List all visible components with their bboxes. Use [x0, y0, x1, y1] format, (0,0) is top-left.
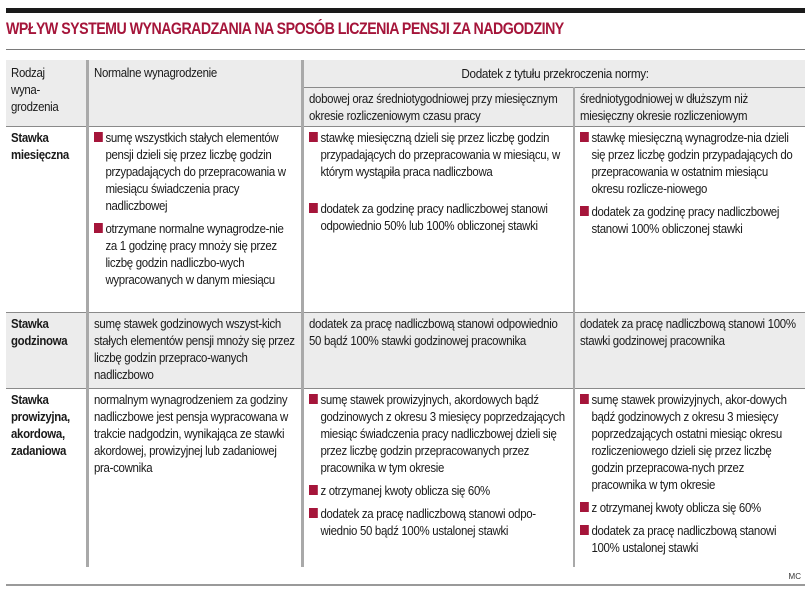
header-daily	[302, 88, 574, 127]
cell-text: normalnym wynagrodzeniem za godziny nadliczbowe jest pensja wypracowana w trakcie nadgodzin, wynikająca ze stawki akordowej, prowizyjnej lub zadaniowej pra-cownika	[93, 392, 288, 475]
row-label	[6, 313, 87, 389]
cell-normal	[87, 127, 302, 313]
list-item-text: sumę wszystkich stałych elementów pensji dzieli się przez liczbę godzin przypadających do przepracowania w miesiącu świadczenia pracy nadliczbowej	[104, 130, 286, 213]
bullet-square-icon	[580, 132, 589, 142]
header-overtime-group	[302, 60, 805, 88]
top-rule	[6, 8, 805, 13]
bullet-square-icon	[309, 132, 318, 142]
cell-daily	[302, 127, 574, 313]
row-label-text: Stawka godzinowa	[11, 316, 68, 348]
header-pay-type-label: Rodzaj wyna-grodzenia	[11, 65, 59, 114]
page-title: WPŁYW SYSTEMU WYNAGRADZANIA NA SPOSÓB LICZENIA PENSJI ZA NADGODZINY	[6, 20, 564, 38]
table-row-commission	[6, 389, 805, 567]
header-row-1	[6, 60, 805, 88]
list-item	[94, 220, 296, 288]
list-item-text: dodatek za godzinę pracy nadliczbowej stanowi odpowiednio 50% lub 100% obliczonej stawki	[319, 201, 548, 233]
list-item	[309, 482, 568, 499]
header-pay-type	[6, 60, 87, 127]
bottom-rule	[6, 584, 805, 586]
list-item	[580, 203, 800, 237]
cell-weekly	[574, 127, 805, 313]
list-item	[309, 505, 568, 539]
list-item-text: sumę stawek prowizyjnych, akor-dowych bądź godzinowych z okresu 3 miesięcy poprzedzających ostatni miesiąc okresu rozliczeniowego dzieli się przez liczbę godzin przepracowa-nych przez pracownika w tym okresie	[591, 392, 787, 492]
header-overtime-group-label: Dodatek z tytułu przekroczenia normy:	[461, 66, 649, 81]
bullet-square-icon	[94, 223, 103, 233]
list-item	[309, 391, 568, 476]
bullet-square-icon	[580, 206, 589, 216]
bullet-square-icon	[309, 508, 318, 518]
header-weekly-label: średniotygodniowej w dłuższym niż miesięczny okresie rozliczeniowym	[580, 91, 748, 123]
list-item-text: z otrzymanej kwoty oblicza się 60%	[591, 500, 761, 515]
list-item-text: stawkę miesięczną dzieli się przez liczbę godzin przypadających do przepracowania w miesiącu, w którym wystąpiła praca nadliczbowa	[319, 130, 560, 179]
bullet-square-icon	[309, 394, 318, 404]
header-normal-pay-label: Normalne wynagrodzenie	[93, 65, 217, 80]
bullet-square-icon	[580, 502, 589, 512]
cell-text: sumę stawek godzinowych wszyst-kich stałych elementów pensji mnoży się przez liczbę godzin przepraco-wanych nadliczbowo	[93, 316, 295, 382]
header-weekly	[574, 88, 805, 127]
list-item-text: sumę stawek prowizyjnych, akordowych bądź godzinowych z okresu 3 miesięcy poprzedzających miesiąc świadczenia pracy nadliczbowej dzieli się przez liczbę godzin przepracowanych przez pracownika w tym okresie	[319, 392, 565, 475]
list-item-text: z otrzymanej kwoty oblicza się 60%	[319, 483, 490, 498]
list-item-text: dodatek za pracę nadliczbową stanowi odpo-wiednio 50 bądź 100% ustalonej stawki	[319, 506, 536, 538]
cell-normal	[87, 313, 302, 389]
cell-daily	[302, 389, 574, 567]
cell-weekly	[574, 389, 805, 567]
header-normal-pay	[87, 60, 302, 127]
list-item-text: otrzymane normalne wynagrodze-nie za 1 godzinę pracy mnoży się przez liczbę godzin nadliczbo-wych wypracowanych w danym miesiącu	[104, 221, 284, 287]
list-item	[94, 129, 296, 214]
bullet-square-icon	[580, 394, 589, 404]
list-item	[309, 200, 568, 234]
author-credit: MC	[788, 572, 801, 581]
row-label	[6, 389, 87, 567]
table-row-hourly	[6, 313, 805, 389]
list-item	[580, 522, 800, 556]
cell-text: dodatek za pracę nadliczbową stanowi 100% stawki godzinowej pracownika	[580, 316, 796, 348]
list-item-text: dodatek za pracę nadliczbową stanowi 100% ustalonej stawki	[591, 523, 777, 555]
list-item	[580, 391, 800, 493]
list-item	[580, 499, 800, 516]
overtime-table	[6, 60, 805, 567]
bullet-square-icon	[580, 525, 589, 535]
list-item	[580, 129, 800, 197]
list-item	[309, 129, 568, 180]
row-label-text: Stawka miesięczna	[11, 130, 69, 162]
row-label-text: Stawka prowizyjna, akordowa, zadaniowa	[11, 392, 70, 458]
cell-text: dodatek za pracę nadliczbową stanowi odpowiednio 50 bądź 100% stawki godzinowej pracownika	[308, 316, 558, 348]
row-label	[6, 127, 87, 313]
bullet-square-icon	[309, 485, 318, 495]
bullet-square-icon	[94, 132, 103, 142]
cell-daily	[302, 313, 574, 389]
cell-weekly	[574, 313, 805, 389]
list-item-text: stawkę miesięczną wynagrodze-nia dzieli się przez liczbę godzin przypadających do przepracowania w ostatnim miesiącu okresu rozlicze-niowego	[591, 130, 793, 196]
header-daily-label: dobowej oraz średniotygodniowej przy miesięcznym okresie rozliczeniowym czasu pracy	[308, 91, 557, 123]
title-divider	[6, 49, 805, 50]
table-row-monthly	[6, 127, 805, 313]
bullet-square-icon	[309, 203, 318, 213]
list-item-text: dodatek za godzinę pracy nadliczbowej stanowi 100% obliczonej stawki	[591, 204, 780, 236]
cell-normal	[87, 389, 302, 567]
